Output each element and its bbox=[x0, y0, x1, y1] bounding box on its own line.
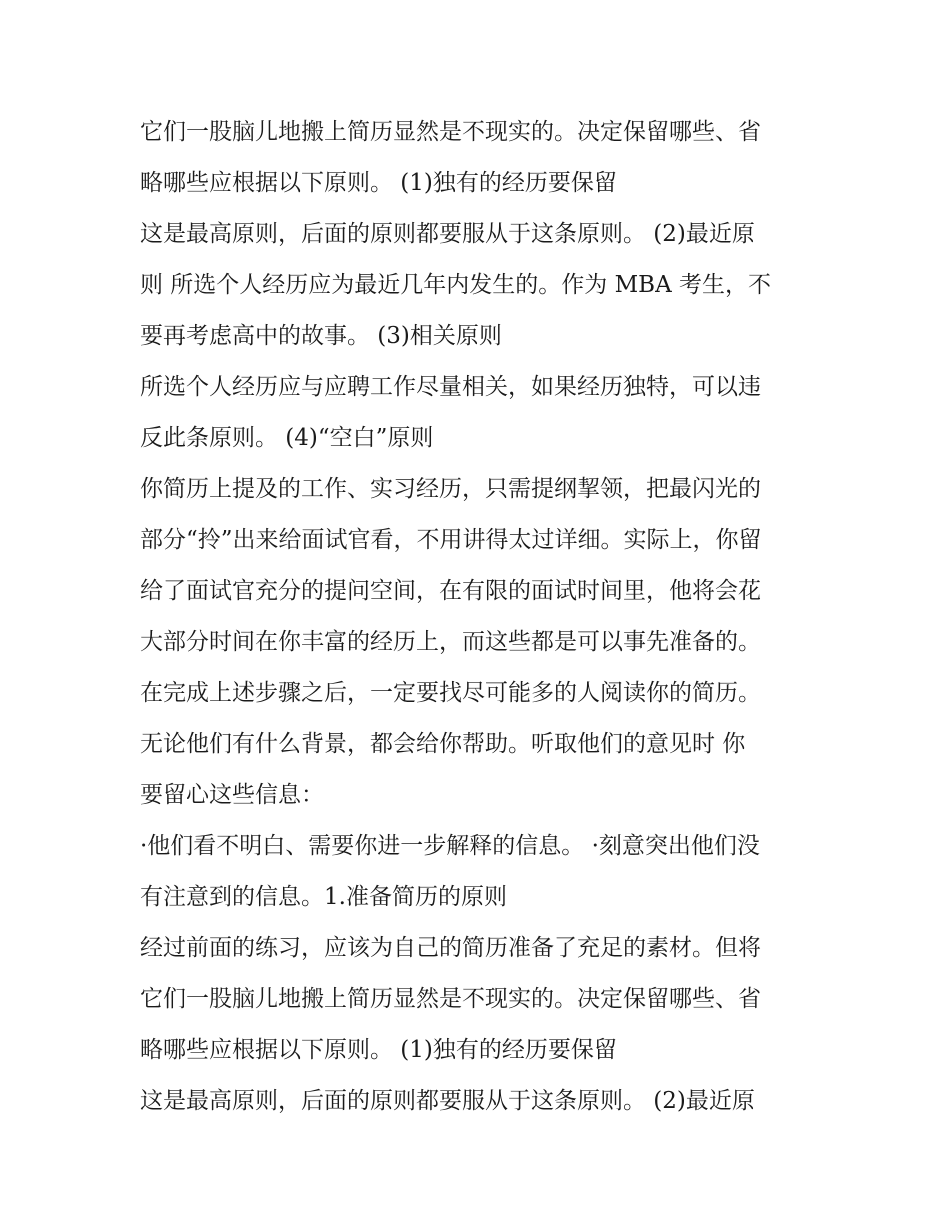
text-line: 则 所选个人经历应为最近几年内发生的。作为 MBA 考生，不 bbox=[140, 272, 771, 298]
text-line: 在完成上述步骤之后，一定要找尽可能多的人阅读你的简历。 bbox=[140, 680, 761, 706]
text-line: 大部分时间在你丰富的经历上，而这些都是可以事先准备的。 bbox=[140, 629, 761, 655]
text-line: 无论他们有什么背景，都会给你帮助。听取他们的意见时 你 bbox=[140, 731, 746, 757]
text-line: 它们一股脑儿地搬上简历显然是不现实的。决定保留哪些、省 bbox=[140, 119, 761, 145]
document-body bbox=[140, 107, 830, 1127]
text-line: 这是最高原则，后面的原则都要服从于这条原则。 (2)最近原 bbox=[140, 1088, 755, 1114]
text-line: 要再考虑高中的故事。 (3)相关原则 bbox=[140, 323, 502, 349]
text-line: 要留心这些信息： bbox=[140, 782, 324, 808]
text-line: 它们一股脑儿地搬上简历显然是不现实的。决定保留哪些、省 bbox=[140, 986, 761, 1012]
text-line: 所选个人经历应与应聘工作尽量相关，如果经历独特，可以违 bbox=[140, 374, 761, 400]
text-line: ·他们看不明白、需要你进一步解释的信息。 ·刻意突出他们没 bbox=[140, 833, 760, 859]
text-line: 略哪些应根据以下原则。 (1)独有的经历要保留 bbox=[140, 170, 617, 196]
text-line: 给了面试官充分的提问空间，在有限的面试时间里，他将会花 bbox=[140, 578, 761, 604]
text-line: 经过前面的练习，应该为自己的简历准备了充足的素材。但将 bbox=[140, 935, 761, 961]
text-line: 略哪些应根据以下原则。 (1)独有的经历要保留 bbox=[140, 1037, 617, 1063]
text-line: 有注意到的信息。1.准备简历的原则 bbox=[140, 884, 507, 910]
text-line: 你简历上提及的工作、实习经历，只需提纲挈领，把最闪光的 bbox=[140, 476, 761, 502]
text-line: 反此条原则。 (4)“空白”原则 bbox=[140, 425, 434, 451]
text-line: 部分“拎”出来给面试官看，不用讲得太过详细。实际上，你留 bbox=[140, 527, 762, 553]
text-line: 这是最高原则，后面的原则都要服从于这条原则。 (2)最近原 bbox=[140, 221, 755, 247]
